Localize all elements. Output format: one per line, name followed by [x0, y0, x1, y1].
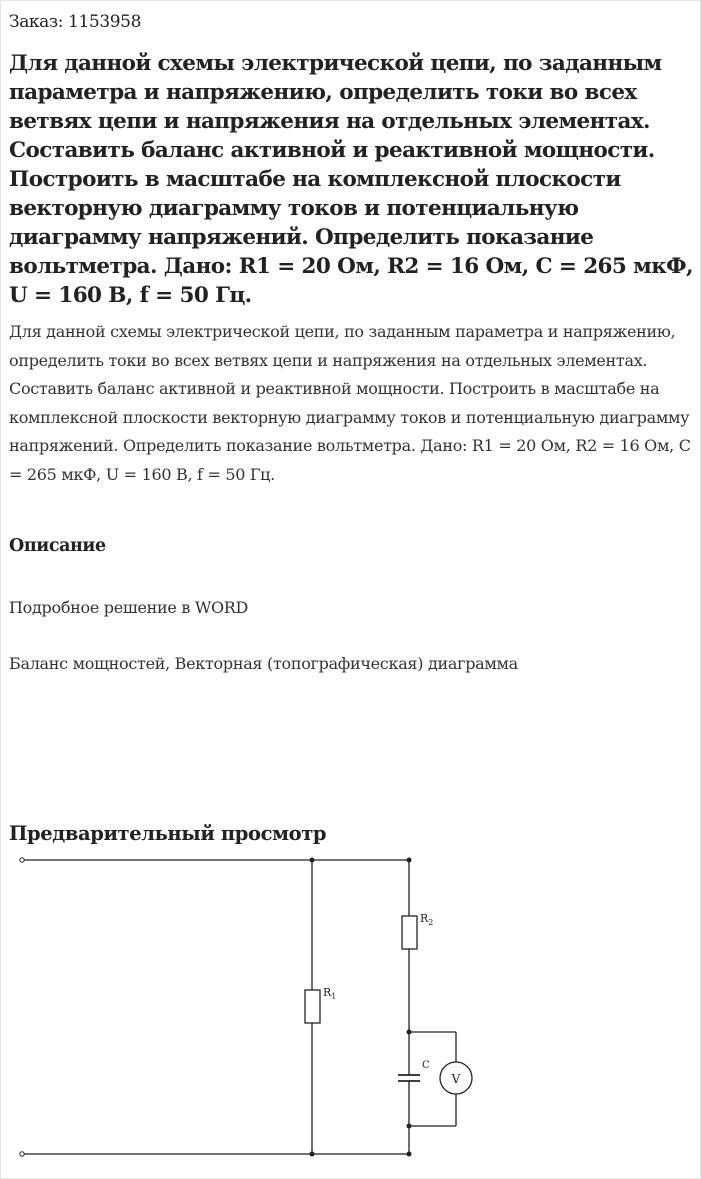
- task-heading: Для данной схемы электрической цепи, по заданным параметра и напряжению, определить токи во всех ветвях цепи и напряжения на отдельных элементах. Составить баланс активной и реактивной мощности. Построить в масштабе на комплексной плоскости векторную диаграмму токов и потенциальную диаграмму напряжений. Определить показание вольтметра. Дано: R1 = 20 Ом, R2 = 16 Ом, C = 265 мкФ, U = 160 В, f = 50 Гц.: [9, 51, 693, 308]
- description-paragraph-diagram: Баланс мощностей, Векторная (топографическая) диаграмма: [9, 654, 518, 673]
- input-terminal-top: [20, 858, 24, 862]
- label-c: C: [422, 1060, 430, 1071]
- junction-dot: [310, 858, 315, 863]
- task-body: Для данной схемы электрической цепи, по заданным параметра и напряжению, определить токи во всех ветвях цепи и напряжения на отдельных элементах. Составить баланс активной и реактивной мощности. Построить в масштабе на комплексной плоскости векторную диаграмму токов и потенциальную диаграмму напряжений. Определить показание вольтметра. Дано: R1 = 20 Ом, R2 = 16 Ом, C = 265 мкФ, U = 160 В, f = 50 Гц.: [9, 322, 691, 484]
- description-title: Описание: [9, 536, 106, 556]
- junction-dot: [407, 1030, 412, 1035]
- resistor-r2: [402, 916, 417, 949]
- description-paragraph-word: Подробное решение в WORD: [9, 598, 249, 617]
- circuit-schematic: [0, 845, 480, 1165]
- resistor-r1: [305, 990, 320, 1023]
- preview-title: Предварительный просмотр: [9, 822, 327, 845]
- label-r2: $R_2$: [420, 912, 434, 927]
- junction-dot: [407, 1152, 412, 1157]
- label-r1: $R_1$: [323, 986, 337, 1001]
- label-voltmeter: V: [451, 1072, 461, 1086]
- junction-dot: [407, 1124, 412, 1129]
- junction-dot: [310, 1152, 315, 1157]
- order-number: Заказ: 1153958: [9, 12, 142, 32]
- junction-dot: [407, 858, 412, 863]
- input-terminal-bottom: [20, 1152, 24, 1156]
